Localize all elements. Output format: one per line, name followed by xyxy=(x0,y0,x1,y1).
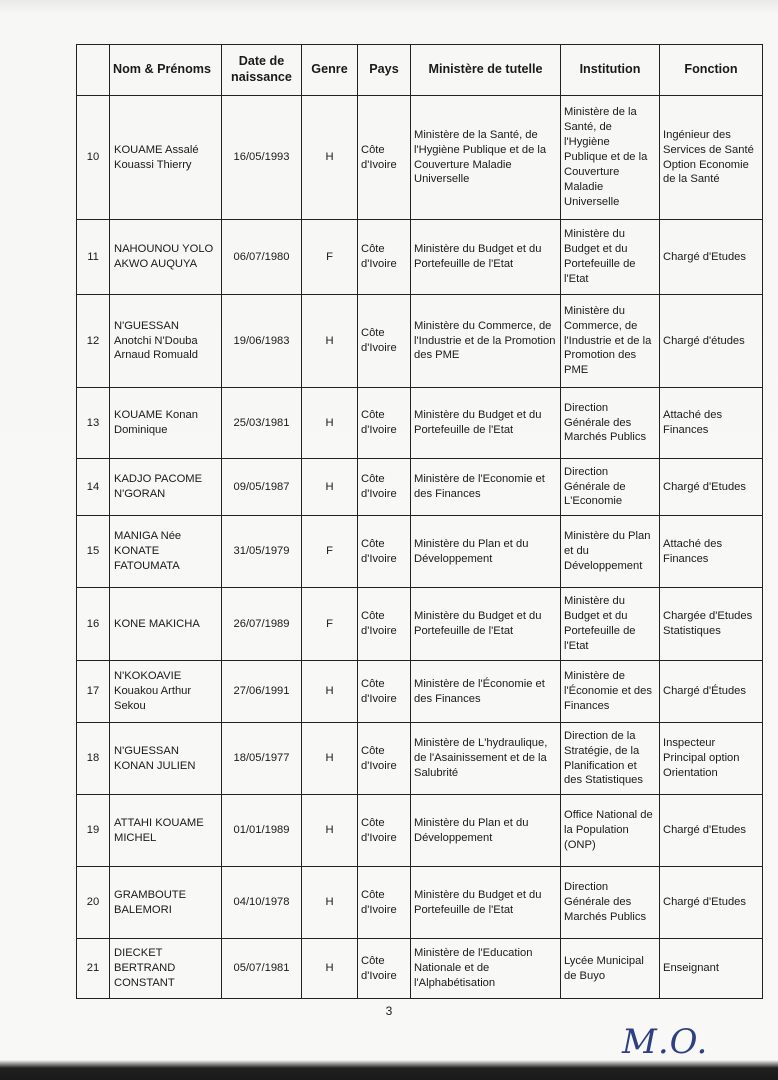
row-name: KOUAME Konan Dominique xyxy=(110,388,222,459)
row-fonction: Chargé d'Études xyxy=(660,661,763,723)
header-genre: Genre xyxy=(302,45,358,96)
row-genre: F xyxy=(302,588,358,661)
header-ministere: Ministère de tutelle xyxy=(411,45,561,96)
row-pays: Côte d'Ivoire xyxy=(358,661,411,723)
row-genre: H xyxy=(302,459,358,516)
row-institution: Direction Générale des Marchés Publics xyxy=(561,867,660,939)
row-genre: H xyxy=(302,723,358,795)
row-dob: 09/05/1987 xyxy=(222,459,302,516)
row-institution: Ministère du Budget et du Portefeuille de l'Etat xyxy=(561,588,660,661)
row-fonction: Chargée d'Etudes Statistiques xyxy=(660,588,763,661)
row-genre: H xyxy=(302,295,358,388)
row-institution: Ministère du Budget et du Portefeuille de l'Etat xyxy=(561,220,660,295)
row-ministere: Ministère de L'hydraulique, de l'Asainissement et de la Salubrité xyxy=(411,723,561,795)
row-name: N'GUESSAN Anotchi N'Douba Arnaud Romuald xyxy=(110,295,222,388)
row-institution: Ministère du Commerce, de l'Industrie et de la Promotion des PME xyxy=(561,295,660,388)
header-name: Nom & Prénoms xyxy=(110,45,222,96)
row-ministere: Ministère du Budget et du Portefeuille de l'Etat xyxy=(411,588,561,661)
row-genre: F xyxy=(302,516,358,588)
row-ministere: Ministère du Budget et du Portefeuille de l'Etat xyxy=(411,388,561,459)
header-pays: Pays xyxy=(358,45,411,96)
row-name: KONE MAKICHA xyxy=(110,588,222,661)
row-genre: H xyxy=(302,96,358,220)
row-fonction: Attaché des Finances xyxy=(660,516,763,588)
row-fonction: Attaché des Finances xyxy=(660,388,763,459)
table-row xyxy=(77,295,763,388)
row-fonction: Chargé d'Etudes xyxy=(660,795,763,867)
row-name: DIECKET BERTRAND CONSTANT xyxy=(110,939,222,999)
row-pays: Côte d'Ivoire xyxy=(358,459,411,516)
row-ministere: Ministère de la Santé, de l'Hygiène Publique et de la Couverture Maladie Universelle xyxy=(411,96,561,220)
row-ministere: Ministère du Commerce, de l'Industrie et de la Promotion des PME xyxy=(411,295,561,388)
row-dob: 06/07/1980 xyxy=(222,220,302,295)
row-number: 12 xyxy=(77,295,110,388)
row-fonction: Chargé d'Etudes xyxy=(660,867,763,939)
table-row xyxy=(77,459,763,516)
row-ministere: Ministère de l'Education Nationale et de l'Alphabétisation xyxy=(411,939,561,999)
row-institution: Office National de la Population (ONP) xyxy=(561,795,660,867)
row-institution: Ministère de la Santé, de l'Hygiène Publique et de la Couverture Maladie Universelle xyxy=(561,96,660,220)
row-dob: 19/06/1983 xyxy=(222,295,302,388)
row-genre: H xyxy=(302,388,358,459)
row-pays: Côte d'Ivoire xyxy=(358,795,411,867)
header-institution: Institution xyxy=(561,45,660,96)
table-row xyxy=(77,220,763,295)
row-genre: F xyxy=(302,220,358,295)
row-dob: 16/05/1993 xyxy=(222,96,302,220)
row-name: NAHOUNOU YOLO AKWO AUQUYA xyxy=(110,220,222,295)
row-number: 10 xyxy=(77,96,110,220)
table-row xyxy=(77,661,763,723)
row-number: 13 xyxy=(77,388,110,459)
row-pays: Côte d'Ivoire xyxy=(358,588,411,661)
table-row xyxy=(77,723,763,795)
row-number: 19 xyxy=(77,795,110,867)
personnel-table xyxy=(76,44,763,999)
row-genre: H xyxy=(302,939,358,999)
row-number: 14 xyxy=(77,459,110,516)
table-row xyxy=(77,795,763,867)
row-dob: 27/06/1991 xyxy=(222,661,302,723)
row-dob: 04/10/1978 xyxy=(222,867,302,939)
row-name: ATTAHI KOUAME MICHEL xyxy=(110,795,222,867)
row-pays: Côte d'Ivoire xyxy=(358,516,411,588)
row-pays: Côte d'Ivoire xyxy=(358,939,411,999)
row-genre: H xyxy=(302,661,358,723)
row-name: KADJO PACOME N'GORAN xyxy=(110,459,222,516)
row-dob: 01/01/1989 xyxy=(222,795,302,867)
table-row xyxy=(77,867,763,939)
row-genre: H xyxy=(302,867,358,939)
row-fonction: Chargé d'Etudes xyxy=(660,459,763,516)
row-dob: 05/07/1981 xyxy=(222,939,302,999)
table-row xyxy=(77,96,763,220)
row-number: 11 xyxy=(77,220,110,295)
row-fonction: Enseignant xyxy=(660,939,763,999)
row-name: N'GUESSAN KONAN JULIEN xyxy=(110,723,222,795)
row-number: 18 xyxy=(77,723,110,795)
table-row xyxy=(77,388,763,459)
row-number: 16 xyxy=(77,588,110,661)
row-name: MANIGA Née KONATE FATOUMATA xyxy=(110,516,222,588)
row-name: KOUAME Assalé Kouassi Thierry xyxy=(110,96,222,220)
row-fonction: Chargé d'études xyxy=(660,295,763,388)
row-number: 17 xyxy=(77,661,110,723)
row-fonction: Chargé d'Etudes xyxy=(660,220,763,295)
row-institution: Ministère du Plan et du Développement xyxy=(561,516,660,588)
row-ministere: Ministère du Budget et du Portefeuille de l'Etat xyxy=(411,867,561,939)
row-dob: 31/05/1979 xyxy=(222,516,302,588)
page-number: 3 xyxy=(385,1004,393,1018)
row-dob: 26/07/1989 xyxy=(222,588,302,661)
row-fonction: Inspecteur Principal option Orientation xyxy=(660,723,763,795)
row-genre: H xyxy=(302,795,358,867)
row-ministere: Ministère du Plan et du Développement xyxy=(411,795,561,867)
row-pays: Côte d'Ivoire xyxy=(358,295,411,388)
row-number: 20 xyxy=(77,867,110,939)
row-institution: Lycée Municipal de Buyo xyxy=(561,939,660,999)
row-dob: 25/03/1981 xyxy=(222,388,302,459)
row-fonction: Ingénieur des Services de Santé Option Economie de la Santé xyxy=(660,96,763,220)
row-ministere: Ministère du Plan et du Développement xyxy=(411,516,561,588)
header-num xyxy=(77,45,110,96)
row-ministere: Ministère de l'Economie et des Finances xyxy=(411,459,561,516)
row-dob: 18/05/1977 xyxy=(222,723,302,795)
table-row xyxy=(77,516,763,588)
row-number: 21 xyxy=(77,939,110,999)
row-pays: Côte d'Ivoire xyxy=(358,220,411,295)
row-number: 15 xyxy=(77,516,110,588)
header-row xyxy=(77,45,763,96)
header-fonction: Fonction xyxy=(660,45,763,96)
row-institution: Direction Générale de L'Economie xyxy=(561,459,660,516)
row-pays: Côte d'Ivoire xyxy=(358,723,411,795)
table-row xyxy=(77,588,763,661)
row-name: N'KOKOAVIE Kouakou Arthur Sekou xyxy=(110,661,222,723)
header-dob: Date de naissance xyxy=(222,45,302,96)
row-pays: Côte d'Ivoire xyxy=(358,388,411,459)
row-institution: Direction Générale des Marchés Publics xyxy=(561,388,660,459)
row-ministere: Ministère du Budget et du Portefeuille de l'Etat xyxy=(411,220,561,295)
row-name: GRAMBOUTE BALEMORI xyxy=(110,867,222,939)
row-pays: Côte d'Ivoire xyxy=(358,96,411,220)
row-institution: Direction de la Stratégie, de la Planification et des Statistiques xyxy=(561,723,660,795)
table-row xyxy=(77,939,763,999)
row-ministere: Ministère de l'Économie et des Finances xyxy=(411,661,561,723)
row-pays: Côte d'Ivoire xyxy=(358,867,411,939)
handwritten-initials: M.O. xyxy=(622,1022,709,1062)
row-institution: Ministère de l'Économie et des Finances xyxy=(561,661,660,723)
